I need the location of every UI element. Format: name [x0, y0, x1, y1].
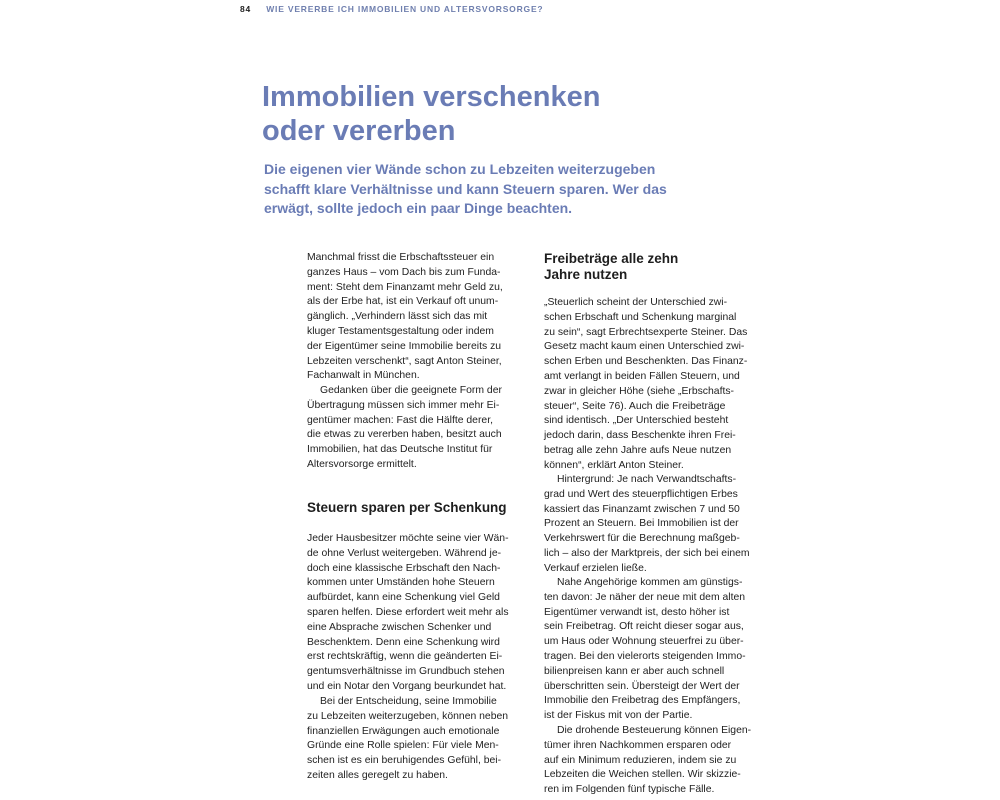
lead-line: Die eigenen vier Wände schon zu Lebzeiten weiterzugeben [264, 161, 656, 177]
text-line: finanziellen Erwägungen auch emotionale [307, 725, 500, 737]
text-line: aufbürdet, kann eine Schenkung viel Geld [307, 592, 500, 604]
text-line: tümer ihren Nachkommen ersparen oder [544, 739, 732, 751]
body-paragraph [544, 724, 751, 798]
body-paragraph [307, 384, 502, 473]
section-heading [544, 251, 678, 282]
text-line: Immobilien, hat das Deutsche Institut für [307, 444, 493, 456]
text-line: amt verlangt in beiden Fällen Steuern, und [544, 370, 740, 382]
text-line: sparen helfen. Diese erfordert weit mehr als [307, 606, 509, 618]
running-head-title: WIE VERERBE ICH IMMOBILIEN UND ALTERSVORSORGE? [266, 4, 544, 14]
text-line: Gesetz macht kaum einen Unterschied zwi- [544, 341, 745, 353]
text-line: auf ein Minimum reduzieren, indem sie zu [544, 754, 737, 766]
text-line: de ohne Verlust weitergeben. Während je- [307, 547, 502, 559]
body-paragraph [544, 473, 750, 577]
text-line: ist der Fiskus mit von der Partie. [544, 710, 693, 722]
text-line: um Haus oder Wohnung steuerfrei zu über- [544, 636, 744, 648]
text-line: Altersvorsorge ermittelt. [307, 458, 417, 470]
text-line: bilienpreisen kann er aber auch schnell [544, 665, 725, 677]
text-line: schen Erbschaft und Schenkung marginal [544, 311, 737, 323]
section-heading-line: Jahre nutzen [544, 266, 628, 282]
text-line: grad und Wert des steuerpflichtigen Erbes [544, 488, 738, 500]
lead-line: erwägt, sollte jedoch ein paar Dinge beachten. [264, 200, 573, 216]
text-line: sind identisch. „Der Unterschied besteht [544, 415, 729, 427]
article-title [262, 80, 600, 148]
text-line: erst rechtskräftig, wenn die geänderten Ei- [307, 651, 503, 663]
text-line: gentümer machen: Fast die Hälfte derer, [307, 414, 493, 426]
section-heading-line: Steuern sparen per Schenkung [307, 500, 507, 515]
text-line: gänglich. „Verhindern lässt sich das mit [307, 311, 488, 323]
text-line: der Eigentümer seine Immobilie bereits zu [307, 340, 502, 352]
text-line: schen Erben und Beschenkten. Das Finanz- [544, 356, 748, 368]
text-line: Beschenktem. Denn eine Schenkung wird [307, 636, 500, 648]
text-line: Gründe eine Rolle spielen: Für viele Men- [307, 740, 499, 752]
text-line: überschritten sein. Übersteigt der Wert der [544, 680, 740, 692]
text-line: Hintergrund: Je nach Verwandtschafts- [557, 474, 737, 485]
text-line: kommen unter Umständen hohe Steuern [307, 577, 495, 589]
text-line: Eigentümer verwandt ist, desto höher ist [544, 606, 730, 618]
page-number: 84 [240, 4, 252, 14]
text-line: sein Freibetrag. Oft reicht dieser sogar aus, [544, 621, 744, 633]
text-line: Verkauf erzielen ließe. [544, 562, 647, 574]
text-line: gentumsverhältnisse im Grundbuch stehen [307, 666, 505, 678]
text-line: eine Absprache zwischen Schenker und [307, 621, 492, 633]
text-line: Jeder Hausbesitzer möchte seine vier Wän- [307, 533, 509, 544]
body-paragraph [307, 532, 509, 695]
text-line: kassiert das Finanzamt zwischen 7 und 50 [544, 503, 740, 515]
text-line: ren im Folgenden fünf typische Fälle. [544, 784, 715, 796]
text-line: jedoch darin, dass Beschenkte ihren Frei- [544, 430, 736, 442]
text-line: Fachanwalt in München. [307, 370, 420, 382]
text-line: zwar in gleicher Höhe (siehe „Erbschafts- [544, 385, 734, 397]
text-line: schen ist es ein beruhigendes Gefühl, bei- [307, 755, 502, 767]
text-line: zu Lebzeiten weiterzugeben, können neben [307, 710, 509, 722]
text-line: kluger Testamentsgestaltung oder indem [307, 325, 494, 337]
running-head [240, 4, 543, 14]
section-heading [307, 500, 507, 516]
text-line: steuer“, Seite 76). Auch die Freibeträge [544, 400, 726, 412]
text-line: als der Erbe hat, ist ein Verkauf oft unum- [307, 296, 499, 308]
text-line: zeiten alles geregelt zu haben. [307, 769, 448, 781]
text-line: die etwas zu vererben haben, besitzt auch [307, 429, 502, 441]
text-line: Verkehrswert für die Berechnung maßgeb- [544, 533, 740, 545]
intro-paragraph [307, 251, 503, 384]
text-line: Die drohende Besteuerung können Eigen- [557, 725, 752, 736]
body-paragraph [544, 576, 746, 724]
text-line: ten davon: Je näher der neue mit dem alten [544, 591, 746, 603]
text-line: Nahe Angehörige kommen am günstigs- [557, 577, 743, 588]
text-line: und ein Notar den Vorgang beurkundet hat. [307, 680, 507, 692]
text-line: tragen. Bei den vielerorts steigenden Immo- [544, 650, 746, 662]
text-line: Manchmal frisst die Erbschaftssteuer ein [307, 252, 495, 263]
text-line: lich – also der Marktpreis, der sich bei einem [544, 547, 750, 559]
lead-line: schafft klare Verhältnisse und kann Steuern sparen. Wer das [264, 180, 667, 197]
article-title-line: oder vererben [262, 115, 456, 147]
text-line: Immobilie den Freibetrag des Empfängers, [544, 695, 741, 707]
body-paragraph [307, 695, 508, 784]
section-heading-line: Freibeträge alle zehn [544, 251, 679, 266]
text-line: Gedanken über die geeignete Form der [320, 385, 502, 396]
body-paragraph [544, 296, 747, 474]
text-line: Lebzeiten verschenkt“, sagt Anton Steiner, [307, 355, 502, 367]
text-line: ment: Steht dem Finanzamt mehr Geld zu, [307, 281, 503, 293]
text-line: zu sein“, sagt Erbrechtsexperte Steiner. Das [544, 326, 748, 338]
text-line: „Steuerlich scheint der Unterschied zwi- [544, 297, 728, 308]
article-lead [264, 160, 667, 219]
text-line: können“, erklärt Anton Steiner. [544, 459, 684, 471]
text-line: betrag alle zehn Jahre aufs Neue nutzen [544, 444, 732, 456]
text-line: Übertragung müssen sich immer mehr Ei- [307, 399, 500, 411]
text-line: doch eine klassische Erbschaft den Nach- [307, 562, 501, 574]
text-line: Bei der Entscheidung, seine Immobilie [320, 696, 497, 707]
text-line: ganzes Haus – vom Dach bis zum Funda- [307, 266, 501, 278]
text-line: Lebzeiten die Weichen stellen. Wir skizzie- [544, 769, 741, 781]
text-line: Prozent an Steuern. Bei Immobilien ist der [544, 518, 739, 530]
article-title-line: Immobilien verschenken [262, 81, 601, 113]
